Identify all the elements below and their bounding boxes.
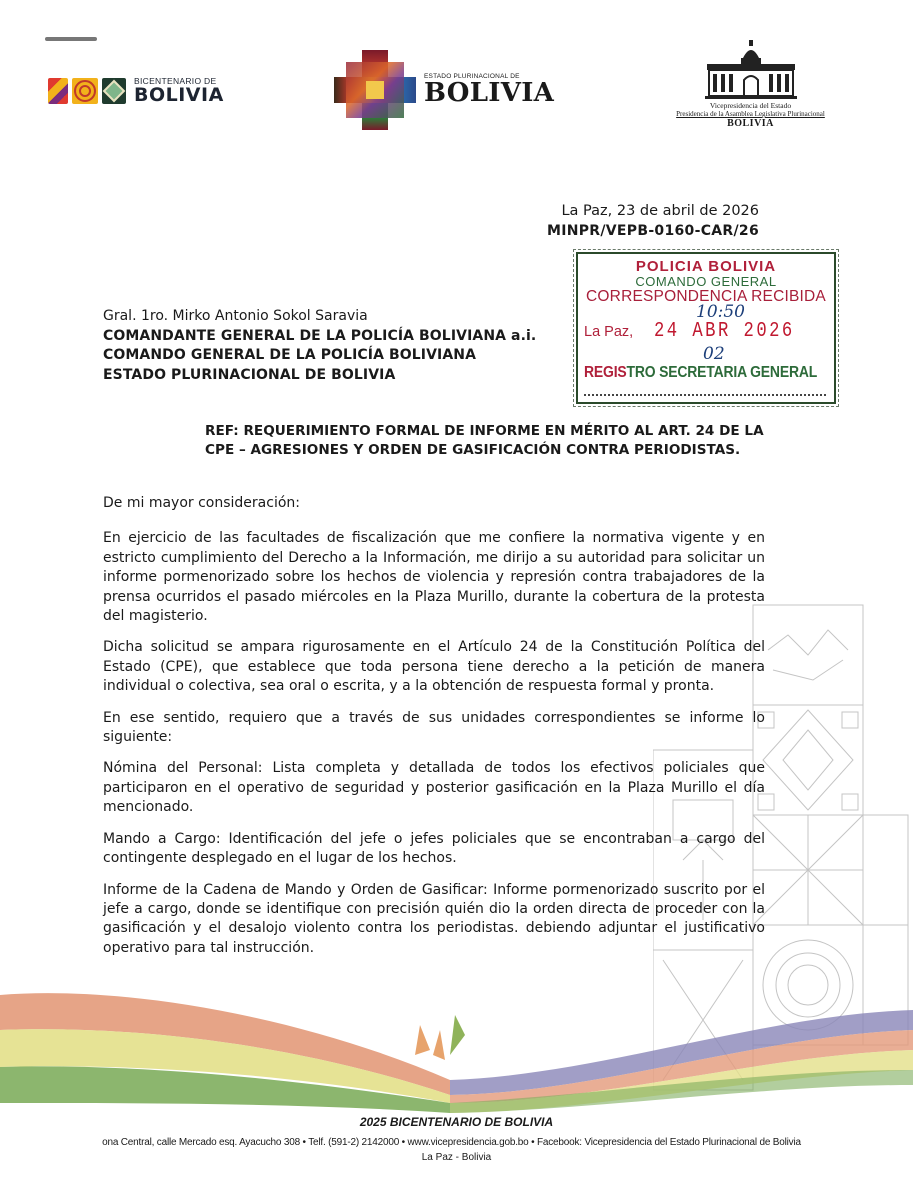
recipient-name: Gral. 1ro. Mirko Antonio Sokol Saravia	[103, 308, 368, 324]
vicepresidencia-logo	[648, 38, 853, 129]
logo-estado-top: ESTADO PLURINACIONAL DE	[424, 72, 520, 80]
recipient-block	[103, 307, 536, 385]
place-date: La Paz, 23 de abril de 2026	[561, 203, 759, 219]
footer-address: ona Central, calle Mercado esq. Ayacucho 308 • Telf. (591-2) 2142000 • www.vicepresidencia.gob.bo • Facebook: Vicepresidencia del Estado Plurinacional de Bolivia	[102, 1137, 801, 1148]
chakana-cross-icon	[334, 50, 416, 130]
recipient-institution: COMANDO GENERAL DE LA POLICÍA BOLIVIANA	[103, 347, 477, 363]
body-paragraph: En ese sentido, requiero que a través de sus unidades correspondientes se informe lo siguiente:	[103, 709, 765, 746]
recipient-title: COMANDANTE GENERAL DE LA POLICÍA BOLIVIANA a.i.	[103, 327, 537, 344]
body-paragraph: Mando a Cargo: Identificación del jefe o jefes policiales que se encontraban a cargo del contingente desplegado en el lugar de los hechos.	[103, 830, 765, 867]
stamp-line2: COMANDO GENERAL	[635, 274, 777, 289]
letter-body	[103, 494, 765, 970]
stamp-line3: CORRESPONDENCIA RECIBIDA	[586, 288, 826, 305]
bicentenario-flag-waves	[0, 985, 913, 1115]
reception-stamp	[576, 252, 836, 404]
body-paragraph: Nómina del Personal: Lista completa y detallada de todos los efectivos policiales que participaron en el operativo de seguridad y posterior gasificación en la Plaza Murillo el día mencionado.	[103, 760, 765, 816]
spiral-icon	[72, 78, 98, 104]
palace-building-icon	[701, 38, 801, 100]
diamond-emblem-icon	[102, 78, 126, 104]
stamp-registry-red: REGIS	[584, 364, 627, 381]
logo-vice-line1: Vicepresidencia del Estado	[709, 101, 792, 110]
stamp-date: 24 ABR 2026	[654, 320, 795, 343]
document-cite: MINPR/VEPB-0160-CAR/26	[546, 223, 759, 239]
stamp-handwritten-time: 10:50	[696, 302, 745, 322]
footer-city: La Paz - Bolivia	[421, 1152, 492, 1163]
bicentenario-pattern-icon	[48, 78, 68, 104]
stamp-line1: POLICIA BOLIVIA	[635, 258, 777, 275]
logo-estado-main: BOLIVIA	[424, 78, 555, 109]
reference-subject: REF: REQUERIMIENTO FORMAL DE INFORME EN MÉRITO AL ART. 24 DE LA CPE – AGRESIONES Y ORDEN DE GASIFICACIÓN CONTRA PERIODISTAS.	[205, 423, 764, 458]
bicentenario-logo	[48, 76, 224, 106]
stamp-registry	[584, 364, 817, 382]
logo-vice-line3: BOLIVIA	[727, 118, 774, 129]
stamp-signature-line	[584, 394, 826, 396]
stamp-handwritten-number: 02	[703, 344, 725, 364]
greeting: De mi mayor consideración:	[103, 495, 300, 511]
logo-bicentenario-main: BOLIVIA	[134, 83, 224, 106]
recipient-state: ESTADO PLURINACIONAL DE BOLIVIA	[103, 366, 396, 383]
body-paragraph: Dicha solicitud se ampara rigurosamente en el Artículo 24 de la Constitución Política del Estado (CPE), que establece que toda persona tiene derecho a la petición de manera individual o colectiva, sea oral o escrita, y a la obtención de respuesta formal y pronta.	[103, 639, 765, 695]
estado-plurinacional-logo	[334, 50, 554, 130]
footer-title: 2025 BICENTENARIO DE BOLIVIA	[359, 1115, 554, 1129]
logo-bicentenario-top: BICENTENARIO DE	[134, 76, 217, 87]
logo-vice-line2: Presidencia de la Asamblea Legislativa Plurinacional	[676, 110, 825, 118]
stamp-place: La Paz,	[584, 324, 634, 340]
bird-icon	[415, 1015, 465, 1060]
stamp-registry-green: TRO SECRETARIA GENERAL	[626, 364, 818, 381]
body-paragraph: Informe de la Cadena de Mando y Orden de Gasificar: Informe pormenorizado suscrito por el jefe a cargo, donde se identifique con precisión quién dio la orden directa de proceder con la gasificación y el desalojo violento contra los periodistas. debiendo adjuntar el justificativo operativo para tal instrucción.	[103, 881, 765, 956]
scan-mark	[45, 37, 97, 41]
body-paragraph: En ejercicio de las facultades de fiscalización que me confiere la normativa vigente y en estricto cumplimiento del Derecho a la Información, me dirijo a su autoridad para solicitar un informe pormenorizado sobre los hechos de violencia y represión contra trabajadores de la prensa ocurridos el pasado miércoles en la Plaza Murillo, durante la cobertura de la protesta del magisterio.	[103, 530, 765, 625]
